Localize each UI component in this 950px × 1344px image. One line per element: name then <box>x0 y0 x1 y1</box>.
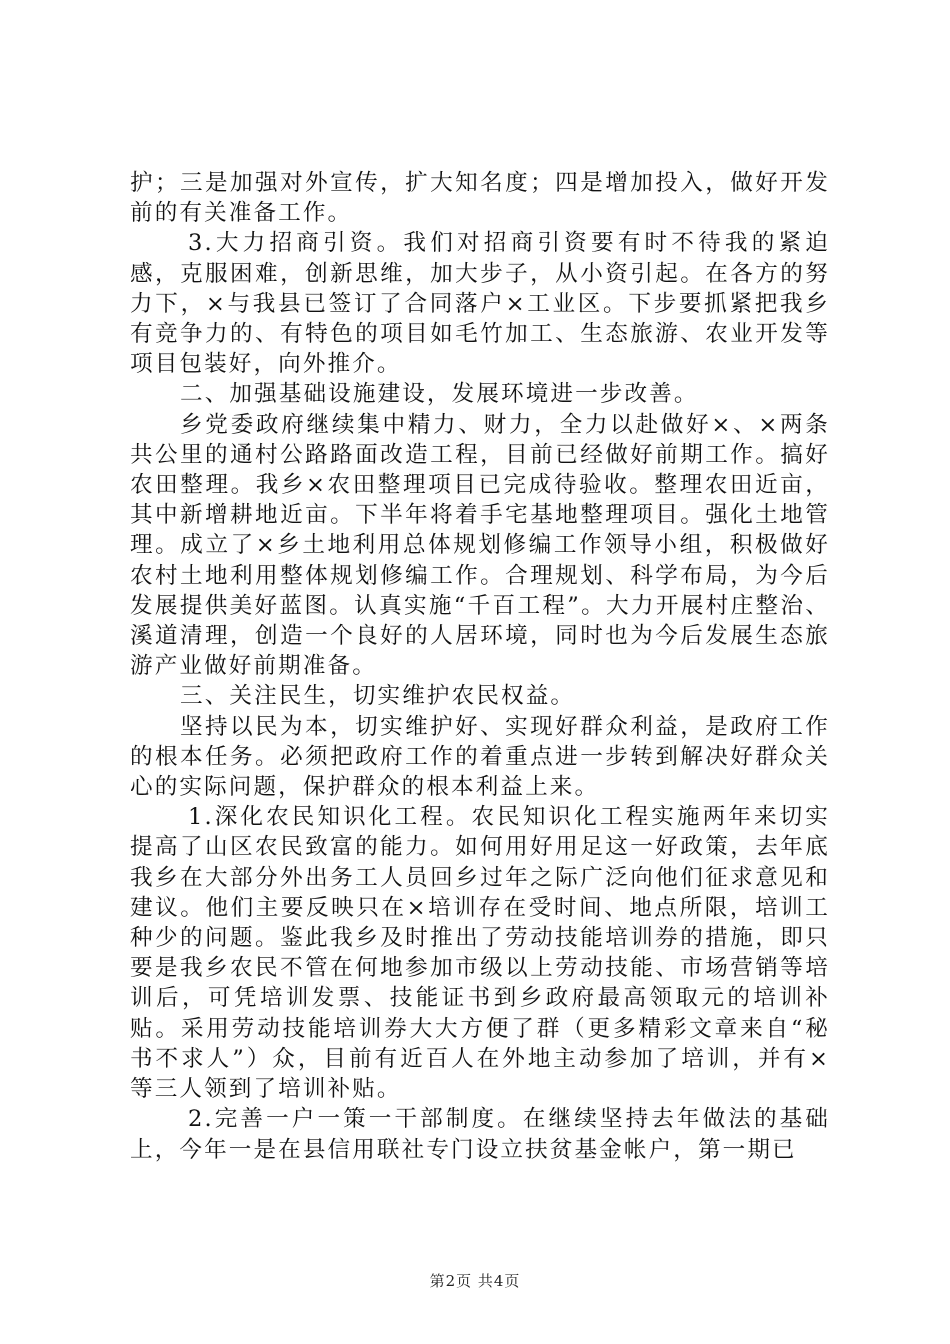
paragraph-infrastructure: 乡党委政府继续集中精力、财力，全力以赴做好×、×两条共公里的通村公路路面改造工程，目前已经做好前期工作。搞好农田整理。我乡×农田整理项目已完成待验收。整理农田近亩，其中新增耕地近亩。下半年将着手宅基地整理项目。强化土地管理。成立了×乡土地利用总体规划修编工作领导小组，积极做好农村土地利用整体规划修编工作。合理规划、科学布局，为今后发展提供美好蓝图。认真实施“千百工程”。大力开展村庄整治、溪道清理，创造一个良好的人居环境，同时也为今后发展生态旅游产业做好前期准备。 <box>130 411 830 680</box>
paragraph-continuation: 护；三是加强对外宣传，扩大知名度；四是增加投入，做好开发前的有关准备工作。 <box>130 170 830 227</box>
document-body <box>130 168 830 1165</box>
paragraph-household-policy: 2.完善一户一策一干部制度。在继续坚持去年做法的基础上，今年一是在县信用联社专门设立扶贫基金帐户，第一期已 <box>130 1106 830 1163</box>
paragraph-livelihood: 坚持以民为本，切实维护好、实现好群众利益，是政府工作的根本任务。必须把政府工作的着重点进一步转到解决好群众关心的实际问题，保护群众的根本利益上来。 <box>130 713 830 801</box>
paragraph-farmer-training: 1.深化农民知识化工程。农民知识化工程实施两年来切实提高了山区农民致富的能力。如何用好用足这一好政策，去年底我乡在大部分外出务工人员回乡过年之际广泛向他们征求意见和建议。他们主要反映只在×培训存在受时间、地点所限，培训工种少的问题。鉴此我乡及时推出了劳动技能培训券的措施，即只要是我乡农民不管在何地参加市级以上劳动技能、市场营销等培训后，可凭培训发票、技能证书到乡政府最高领取元的培训补贴。采用劳动技能培训券大大方便了群（更多精彩文章来自“秘书不求人”）众，目前有近百人在外地主动参加了培训，并有×等三人领到了培训补贴。 <box>130 804 830 1103</box>
section-heading-livelihood: 三、关注民生，切实维护农民权益。 <box>180 683 576 710</box>
page-number-footer: 第2页 共4页 <box>429 1272 521 1290</box>
section-heading-infrastructure: 二、加强基础设施建设，发展环境进一步改善。 <box>180 381 699 408</box>
paragraph-investment: 3.大力招商引资。我们对招商引资要有时不待我的紧迫感，克服困难，创新思维，加大步子，从小资引起。在各方的努力下，×与我县已签订了合同落户×工业区。下步要抓紧把我乡有竞争力的、有特色的项目如毛竹加工、生态旅游、农业开发等项目包装好，向外推介。 <box>130 230 830 378</box>
